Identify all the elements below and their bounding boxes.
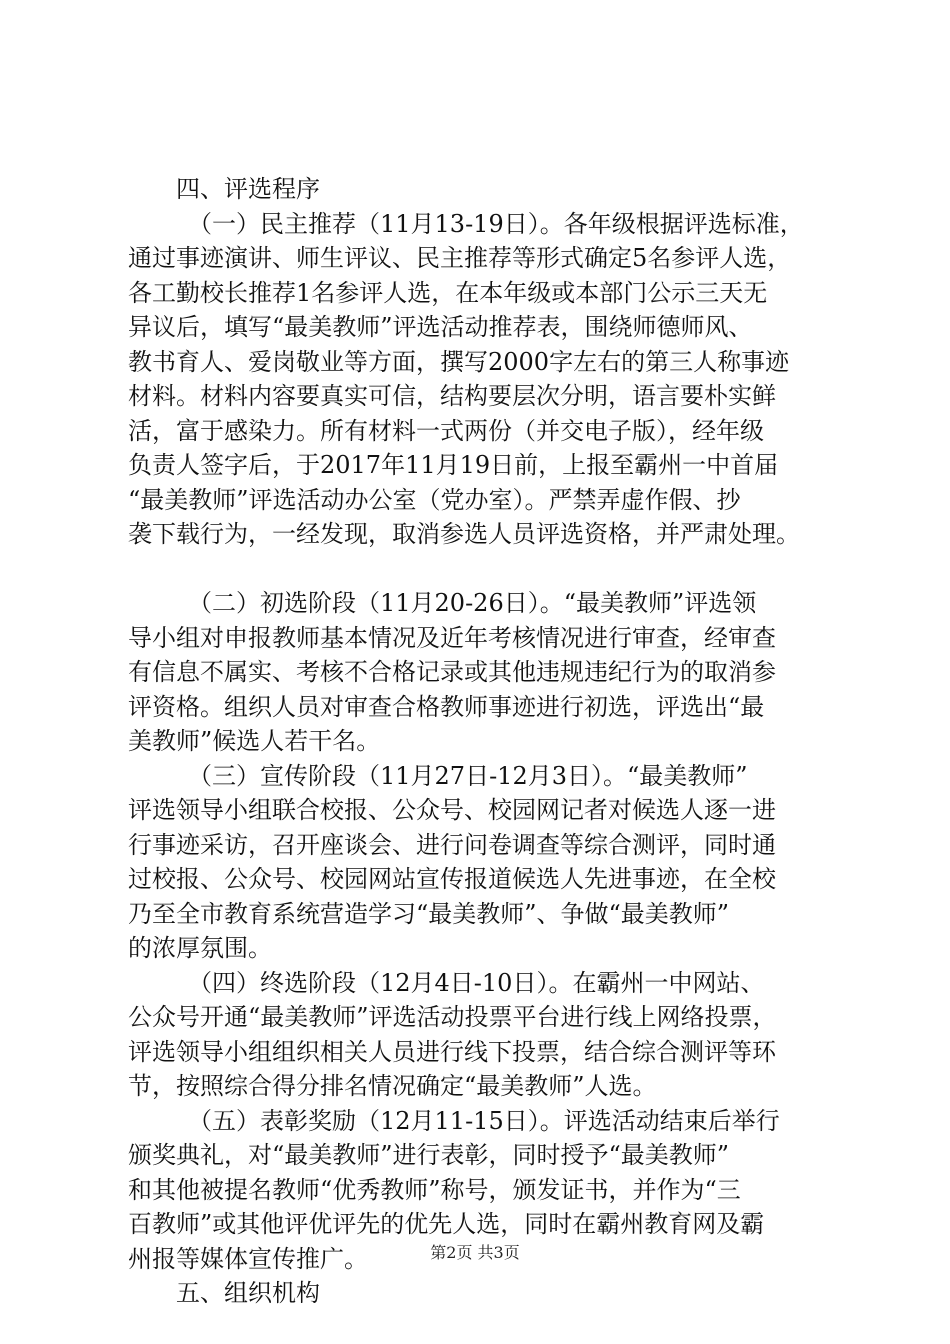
paragraph-line: 评选领导小组联合校报、公众号、校园网记者对候选人逐一进 — [128, 796, 776, 824]
paragraph-line: 公众号开通“最美教师”评选活动投票平台进行线上网络投票， — [128, 1003, 777, 1031]
paragraph-line: 百教师”或其他评优评先的优先人选，同时在霸州教育网及霸 — [128, 1210, 765, 1238]
paragraph-line: 各工勤校长推荐1名参评人选，在本年级或本部门公示三天无 — [128, 278, 768, 307]
paragraph-preliminary-selection — [128, 586, 848, 759]
paragraph-line: 颁奖典礼，对“最美教师”进行表彰，同时授予“最美教师” — [128, 1141, 730, 1169]
paragraph-line: 活，富于感染力。所有材料一式两份（并交电子版），经年级 — [128, 416, 764, 445]
paragraph-line: 评选领导小组组织相关人员进行线下投票，结合综合测评等环 — [128, 1037, 776, 1066]
paragraph-line: （二）初选阶段（11月20-26日）。“最美教师”评选领 — [188, 589, 757, 617]
paragraph-final-selection — [128, 966, 848, 1104]
paragraph-line: 材料。材料内容要真实可信，结构要层次分明，语言要朴实鲜 — [128, 382, 776, 410]
paragraph-line: 评资格。组织人员对审查合格教师事迹进行初选，评选出“最 — [128, 692, 765, 721]
paragraph-line: 和其他被提名教师“优秀教师”称号，颁发证书，并作为“三 — [128, 1175, 741, 1204]
blank-line — [128, 552, 848, 587]
section-heading-4: 四、评选程序 — [176, 175, 320, 203]
paragraph-publicity-stage — [128, 759, 848, 966]
paragraph-line: （四）终选阶段（12月4日-10日）。在霸州一中网站、 — [188, 968, 765, 997]
paragraph-line: （五）表彰奖励（12月11-15日）。评选活动结束后举行 — [188, 1106, 780, 1135]
paragraph-line: 行事迹采访，召开座谈会、进行问卷调查等综合测评，同时通 — [128, 830, 776, 859]
paragraph-line: 异议后，填写“最美教师”评选活动推荐表，围绕师德师风、 — [128, 313, 753, 341]
paragraph-line: 的浓厚氛围。 — [128, 934, 272, 962]
paragraph-line: “最美教师”评选活动办公室（党办室）。严禁弄虚作假、抄 — [128, 485, 741, 514]
section-heading-5: 五、组织机构 — [176, 1279, 320, 1307]
paragraph-line: 节，按照综合得分排名情况确定“最美教师”人选。 — [128, 1072, 657, 1100]
paragraph-line: 过校报、公众号、校园网站宣传报道候选人先进事迹，在全校 — [128, 865, 776, 893]
paragraph-line: 导小组对申报教师基本情况及近年考核情况进行审查，经审查 — [128, 623, 776, 652]
paragraph-line: 乃至全市教育系统营造学习“最美教师”、争做“最美教师” — [128, 899, 730, 928]
paragraph-line: 教书育人、爱岗敬业等方面，撰写2000字左右的第三人称事迹 — [128, 347, 790, 376]
paragraph-line: 州报等媒体宣传推广。 — [128, 1244, 368, 1273]
paragraph-democratic-recommendation — [128, 207, 848, 552]
paragraph-line: 有信息不属实、考核不合格记录或其他违规违纪行为的取消参 — [128, 658, 776, 686]
paragraph-line: 负责人签字后，于2017年11月19日前，上报至霸州一中首届 — [128, 451, 779, 479]
paragraph-line: （三）宣传阶段（11月27日-12月3日）。“最美教师” — [188, 761, 748, 790]
page-number-footer: 第2页 共3页 — [430, 1243, 520, 1262]
paragraph-line: 袭下载行为，一经发现，取消参选人员评选资格，并严肃处理。 — [128, 520, 800, 548]
document-body — [128, 172, 848, 1311]
paragraph-line: 美教师”候选人若干名。 — [128, 727, 381, 755]
paragraph-line: 通过事迹演讲、师生评议、民主推荐等形式确定5名参评人选， — [128, 244, 792, 272]
paragraph-line: （一）民主推荐（11月13-19日）。各年级根据评选标准， — [188, 209, 804, 238]
